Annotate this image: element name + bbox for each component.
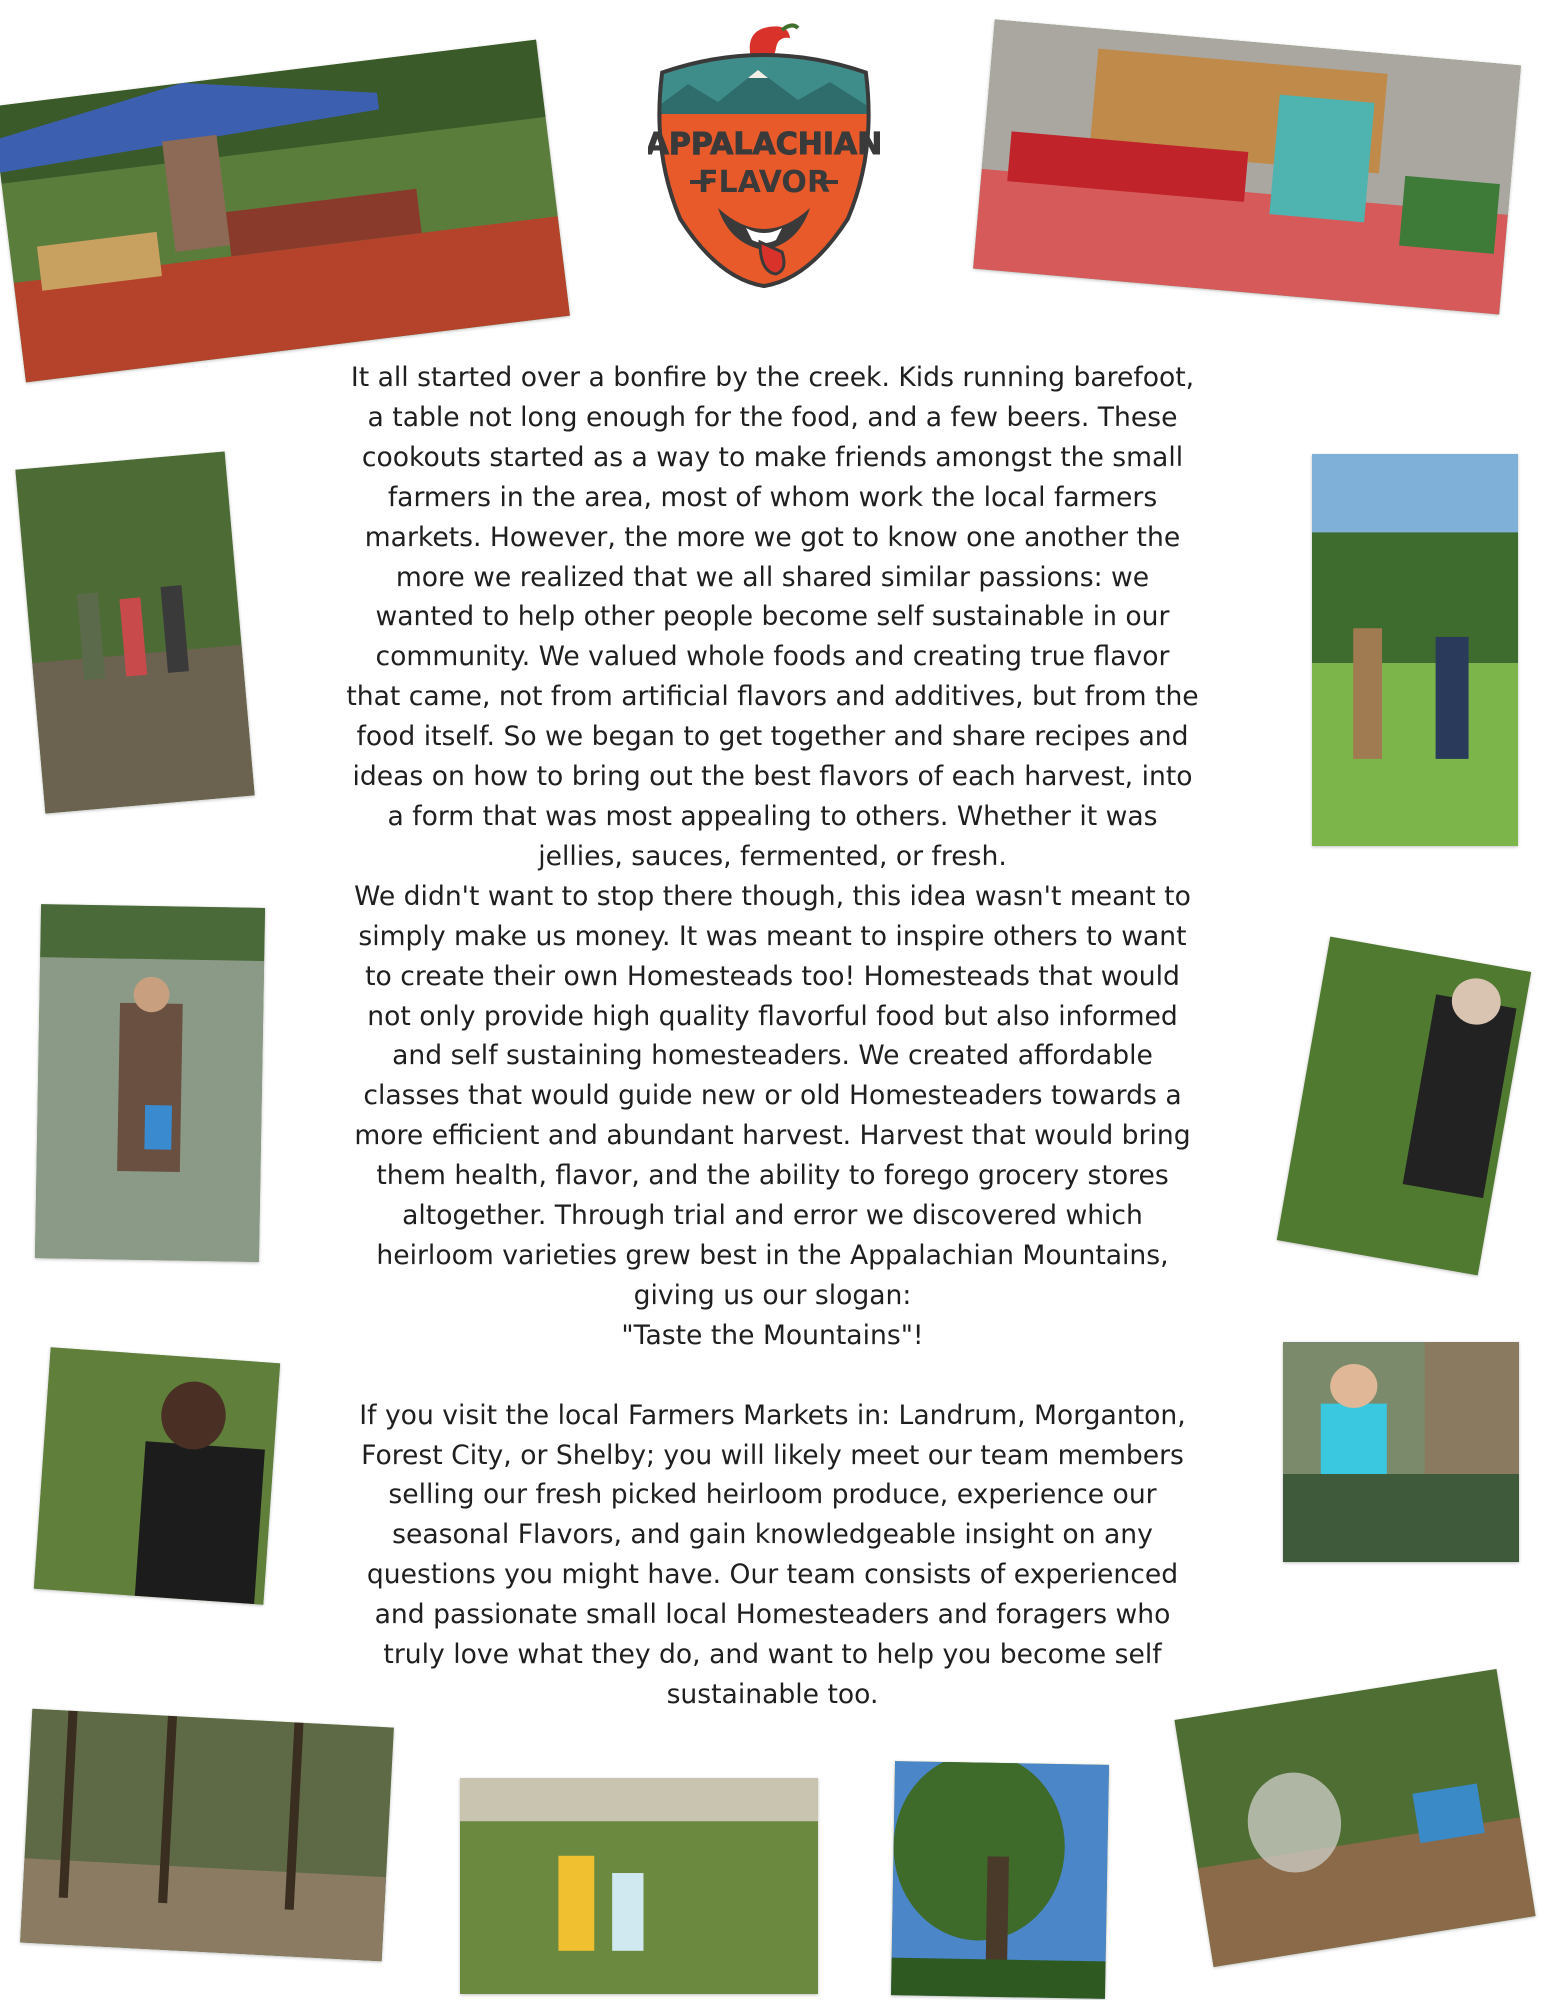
logo-line1: APPALACHIAN xyxy=(648,127,880,162)
child-with-harvest-photo xyxy=(1283,1342,1519,1562)
strawberry-stand-photo xyxy=(973,19,1521,314)
farmers-market-stall-photo xyxy=(0,40,570,383)
creek-gathering-photo xyxy=(20,1709,394,1962)
story-paragraph-2: We didn't want to stop there though, this idea wasn't meant to simply make us money. It was meant to inspire others to want to create their own Homesteads too! Homesteads that would not only provide high quality flavorful food but also informed and self sustaining homesteaders. We created affordable classes that would guide new or old Homesteaders towards a more efficient and abundant harvest. Harvest that would bring them health, flavor, and the ability to forego grocery stores altogether. Through trial and error we discovered which heirloom varieties grew best in the Appalachian Mountains, giving us our slogan: xyxy=(354,880,1191,1311)
appalachian-flavor-logo xyxy=(648,22,880,300)
forest-hike-photo xyxy=(15,452,254,814)
vineyard-photo xyxy=(1312,454,1518,846)
story-text xyxy=(345,358,1200,1715)
story-paragraph-1: It all started over a bonfire by the creek. Kids running barefoot, a table not long enough for the food, and a few beers. These cookouts started as a way to make friends amongst the small farmers in the area, most of whom work the local farmers markets. However, the more we got to know one another the more we realized that we all shared similar passions: we wanted to help other people become self sustainable in our community. We valued whole foods and creating true flavor that came, not from artificial flavors and additives, but from the food itself. So we began to get together and share recipes and ideas on how to bring out the best flavors of each harvest, into a form that was most appealing to others. Whether it was jellies, sauces, fermented, or fresh. xyxy=(346,362,1199,872)
bean-picking-photo xyxy=(1277,937,1531,1276)
slogan-text: "Taste the Mountains"! xyxy=(621,1319,924,1351)
story-paragraph-3: If you visit the local Farmers Markets in: Landrum, Morganton, Forest City, or Shelby; you will likely meet our team members selling our fresh picked heirloom produce, experience our seasonal Flavors, and gain knowledgeable insight on any questions you might have. Our team consists of experienced and passionate small local Homesteaders and foragers who truly love what they do, and want to help you become self sustainable too. xyxy=(359,1399,1186,1710)
logo-line2: FLAVOR xyxy=(697,165,831,200)
bonfire-cookout-photo xyxy=(1174,1669,1535,1967)
foraging-berries-photo xyxy=(34,1347,280,1604)
river-fishing-photo xyxy=(35,904,265,1262)
logo-graphic xyxy=(648,22,880,300)
kids-garden-watering-photo xyxy=(460,1778,818,1994)
tree-climbing-photo xyxy=(891,1761,1109,1999)
